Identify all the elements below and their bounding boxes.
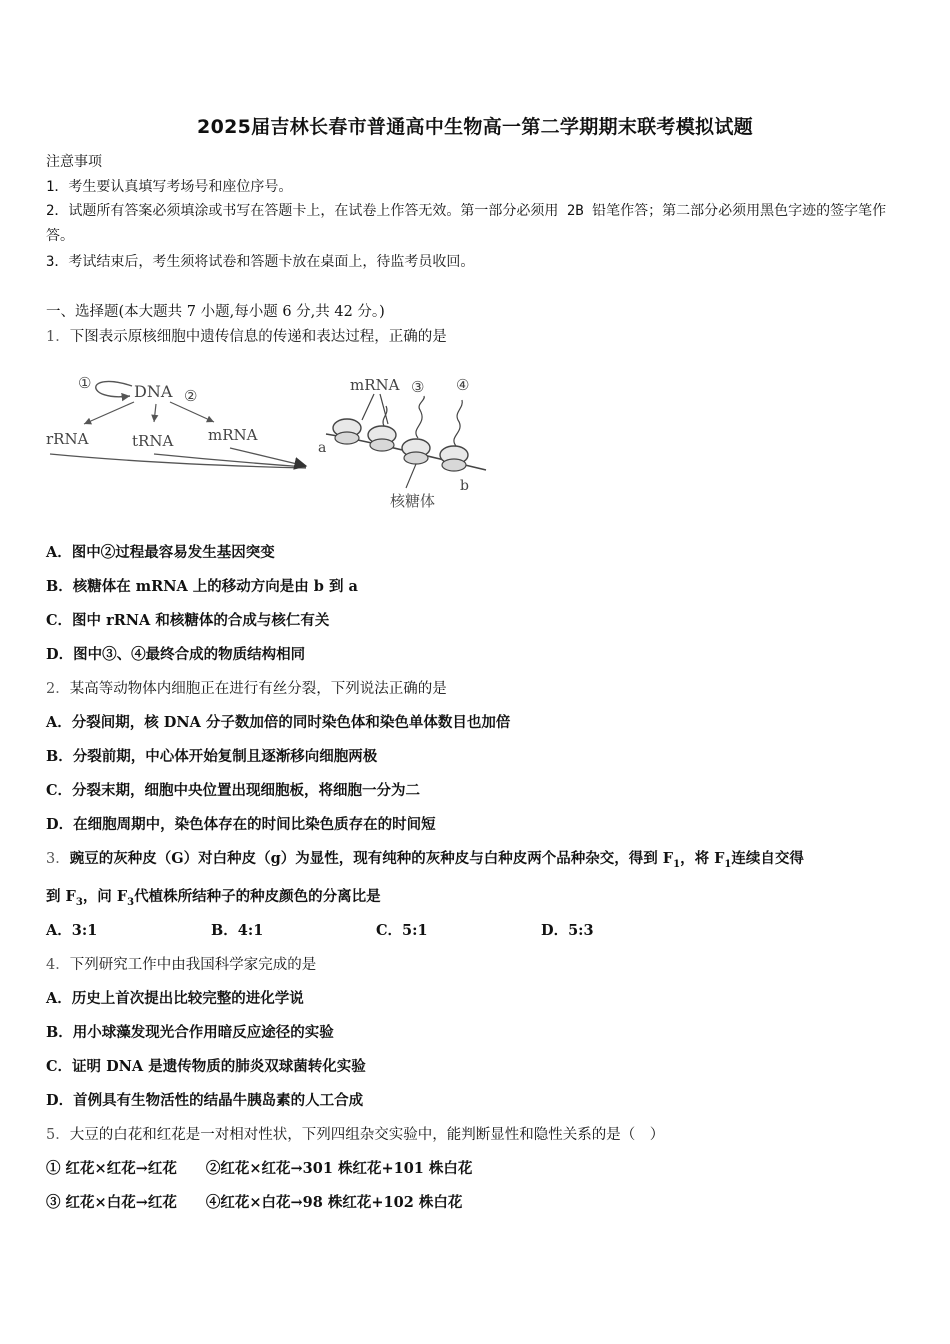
question-stem-part: 豌豆的灰种皮（G）对白种皮（g）为显性，现有纯种的灰种皮与白种皮两个品种杂交，得到 F <box>69 850 674 867</box>
notice-heading: 注意事项 <box>46 154 102 170</box>
question-number: 5． <box>46 1127 70 1143</box>
question-stem-part: ，将 F <box>680 850 725 867</box>
question-stem-part: 到 F <box>46 888 76 905</box>
q5-cross-line-2: ③ 红花×白花→红花 ④红花×白花→98 株红花+102 株白花 <box>46 1194 463 1211</box>
subscript: 3 <box>127 896 135 908</box>
subscript: 1 <box>724 858 732 870</box>
circle-3-label: ③ <box>411 378 425 396</box>
mrna-left-label: mRNA <box>208 426 258 444</box>
question-number: 2． <box>46 681 70 697</box>
ribosome-4 <box>440 446 468 471</box>
q5-cross-line-1: ① 红花×红花→红花 ②红花×红花→301 株红花+101 株白花 <box>46 1160 473 1177</box>
question-3-line-2 <box>46 887 381 913</box>
question-stem-part: ，问 F <box>82 888 128 905</box>
question-stem-part: 连续自交得 <box>731 850 804 867</box>
notice-item-1: 1．考生要认真填写考场号和座位序号。 <box>46 179 293 195</box>
q1-option-b: B．核糖体在 mRNA 上的移动方向是由 b 到 a <box>46 578 358 595</box>
question-stem-part: 代植株所结种子的种皮颜色的分离比是 <box>134 888 381 905</box>
page-title: 2025届吉林长春市普通高中生物高一第二学期期末联考模拟试题 <box>197 116 753 138</box>
question-2 <box>46 679 447 699</box>
ribosome-pointer <box>406 464 416 488</box>
question-1 <box>46 327 447 347</box>
circle-1-label: ① <box>78 374 92 392</box>
question-number: 1． <box>46 329 70 345</box>
replication-arrow <box>96 381 132 396</box>
mrna-right-label: mRNA <box>350 376 400 394</box>
subscript: 3 <box>75 896 83 908</box>
trna-label: tRNA <box>132 432 174 450</box>
rrna-label: rRNA <box>46 430 89 448</box>
q4-option-b: B．用小球藻发现光合作用暗反应途径的实验 <box>46 1024 334 1041</box>
subscript: 1 <box>673 858 681 870</box>
question-4 <box>46 955 316 975</box>
question-5 <box>46 1125 664 1145</box>
flow-big-arrow <box>230 448 306 466</box>
peptide-chain-4 <box>454 400 462 446</box>
question-stem: 某高等动物体内细胞正在进行有丝分裂，下列说法正确的是 <box>69 681 447 697</box>
notice-item-2: 2．试题所有答案必须填涂或书写在答题卡上，在试卷上作答无效。第一部分必须用 2B 铅笔作答；第二部分必须用黑色字迹的签字笔作答。 <box>46 203 887 244</box>
q4-option-d: D．首例具有生物活性的结晶牛胰岛素的人工合成 <box>46 1092 364 1109</box>
arrow-to-trna <box>154 404 156 422</box>
arrow-to-rrna <box>84 402 134 424</box>
mrna-pointer-1 <box>362 394 374 420</box>
q3-option-b: B．4:1 <box>211 922 264 939</box>
notice-item-3: 3．考试结束后，考生须将试卷和答题卡放在桌面上，待监考员收回。 <box>46 254 475 270</box>
ribosome-1 <box>333 419 361 444</box>
q2-option-c: C．分裂末期，细胞中央位置出现细胞板，将细胞一分为二 <box>46 782 421 799</box>
ribosome-3 <box>402 439 430 464</box>
q3-option-a: A．3:1 <box>46 922 98 939</box>
question-stem: 下列研究工作中由我国科学家完成的是 <box>69 957 317 973</box>
arrow-to-mrna <box>170 402 214 422</box>
dna-label: DNA <box>134 382 173 401</box>
ribosome-2 <box>368 426 396 451</box>
section-heading: 一、选择题(本大题共 7 小题,每小题 6 分,共 42 分。) <box>46 304 385 320</box>
question-stem: 大豆的白花和红花是一对相对性状，下列四组杂交实验中，能判断显性和隐性关系的是（ ） <box>69 1127 665 1143</box>
circle-4-label: ④ <box>456 376 470 394</box>
question-number: 4． <box>46 957 70 973</box>
end-a-label: a <box>318 440 327 456</box>
q4-option-c: C．证明 DNA 是遗传物质的肺炎双球菌转化实验 <box>46 1058 366 1075</box>
peptide-chain-3 <box>416 396 424 438</box>
q2-option-b: B．分裂前期，中心体开始复制且逐渐移向细胞两极 <box>46 748 378 765</box>
question-stem: 下图表示原核细胞中遗传信息的传递和表达过程，正确的是 <box>69 329 447 345</box>
q2-option-a: A．分裂间期，核 DNA 分子数加倍的同时染色体和染色单体数目也加倍 <box>46 714 511 731</box>
q1-option-a: A．图中②过程最容易发生基因突变 <box>46 544 275 561</box>
q1-option-c: C．图中 rRNA 和核糖体的合成与核仁有关 <box>46 612 330 629</box>
end-b-label: b <box>460 478 469 494</box>
transcription-translation-figure <box>44 366 504 516</box>
q4-option-a: A．历史上首次提出比较完整的进化学说 <box>46 990 304 1007</box>
question-3-line-1 <box>46 849 804 875</box>
q2-option-d: D．在细胞周期中，染色体存在的时间比染色质存在的时间短 <box>46 816 436 833</box>
q1-option-d: D．图中③、④最终合成的物质结构相同 <box>46 646 306 663</box>
q3-options <box>46 921 706 941</box>
q3-option-c: C．5:1 <box>376 922 428 939</box>
ribosome-label: 核糖体 <box>390 492 436 510</box>
question-number: 3． <box>46 851 70 867</box>
q3-option-d: D．5:3 <box>541 922 594 939</box>
circle-2-label: ② <box>184 387 198 405</box>
